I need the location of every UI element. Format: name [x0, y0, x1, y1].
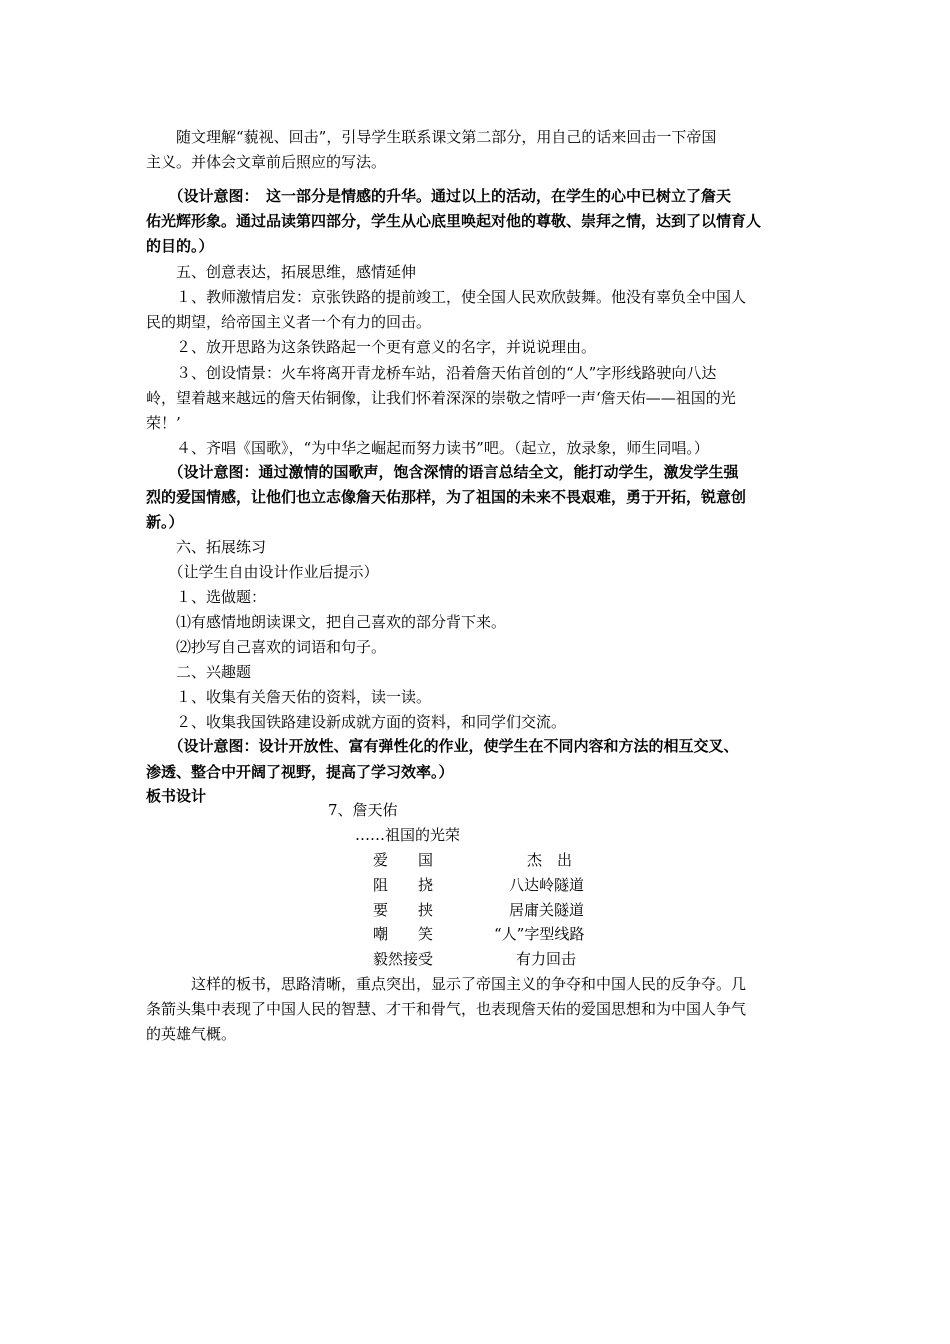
paragraph-line: ３、创设情景：火车将离开青龙桥车站，沿着詹天佑首创的“人”字形线路驶向八达 [146, 364, 717, 382]
design-intent-line: （设计意图：通过激情的国歌声，饱含深情的语言总结全文，能打动学生，激发学生强 [146, 463, 739, 481]
paragraph-line: ４、齐唱《国歌》，“为中华之崛起而努力读书”吧。（起立，放录象，师生同唱。） [146, 439, 709, 457]
design-intent-line: 新。） [146, 513, 184, 531]
board-left-item: 毅然接受 [373, 950, 434, 968]
paragraph-line: 主义。并体会文章前后照应的写法。 [146, 153, 387, 171]
board-left-item: 爱 国 [373, 851, 434, 869]
design-intent-line: 烈的爱国情感，让他们也立志像詹天佑那样，为了祖国的未来不畏艰难，勇于开拓，锐意创 [146, 488, 747, 506]
board-right-item: 八达岭隧道 [509, 876, 585, 894]
paragraph-line: 五、创意表达，拓展思维，感情延伸 [146, 263, 417, 281]
paragraph-line: ２、收集我国铁路建设新成就方面的资料，和同学们交流。 [146, 713, 567, 731]
board-right-item: “人”字型线路 [494, 925, 585, 943]
board-right-item: 有力回击 [516, 950, 577, 968]
paragraph-line: 岭，望着越来越远的詹天佑铜像，让我们怀着深深的崇敬之情呼一声‘詹天佑——祖国的光 [146, 389, 736, 407]
design-intent-line: （设计意图：设计开放性、富有弹性化的作业，使学生在不同内容和方法的相互交叉、 [146, 737, 739, 755]
design-intent-line: 渗透、整合中开阔了视野，提高了学习效率。） [146, 763, 454, 781]
board-left-item: 嘲 笑 [373, 925, 434, 943]
board-title: 7、詹天佑 [328, 801, 398, 819]
closing-line: 的英雄气概。 [146, 1025, 237, 1043]
board-subtitle: ……祖国的光荣 [355, 826, 461, 844]
design-intent-line: （设计意图： 这一部分是情感的升华。通过以上的活动，在学生的心中已树立了詹天 [146, 187, 732, 205]
paragraph-line: 随文理解“藐视、回击”，引导学生联系课文第二部分，用自己的话来回击一下帝国 [146, 128, 717, 146]
paragraph-line: １、选做题： [146, 588, 267, 606]
paragraph-line: 二、兴趣题 [146, 663, 252, 681]
paragraph-line: １、教师激情启发：京张铁路的提前竣工，使全国人民欢欣鼓舞。他没有辜负全中国人 [146, 288, 747, 306]
paragraph-line: ⑴有感情地朗读课文，把自己喜欢的部分背下来。 [146, 613, 507, 631]
design-intent-line: 佑光辉形象。通过品读第四部分，学生从心底里唤起对他的尊敬、崇拜之情，达到了以情育人 [146, 212, 762, 230]
board-right-item: 居庸关隧道 [509, 901, 585, 919]
paragraph-line: 民的期望，给帝国主义者一个有力的回击。 [146, 313, 432, 331]
closing-line: 这样的板书，思路清晰，重点突出，显示了帝国主义的争夺和中国人民的反争夺。几 [146, 975, 747, 993]
closing-line: 条箭头集中表现了中国人民的智慧、才干和骨气，也表现詹天佑的爱国思想和为中国人争气 [146, 1000, 747, 1018]
paragraph-line: （让学生自由设计作业后提示） [146, 563, 379, 581]
board-left-item: 阻 挠 [373, 876, 434, 894]
board-right-item: 杰 出 [527, 851, 573, 869]
design-intent-line: 板书设计 [146, 787, 207, 805]
paragraph-line: ２、放开思路为这条铁路起一个更有意义的名字，并说说理由。 [146, 338, 597, 356]
paragraph-line: 六、拓展练习 [146, 538, 267, 556]
design-intent-line: 的目的。） [146, 237, 214, 255]
board-left-item: 要 挟 [373, 901, 434, 919]
paragraph-line: １、收集有关詹天佑的资料，读一读。 [146, 688, 432, 706]
paragraph-line: 荣！’ [146, 414, 181, 432]
paragraph-line: ⑵抄写自己喜欢的词语和句子。 [146, 638, 387, 656]
